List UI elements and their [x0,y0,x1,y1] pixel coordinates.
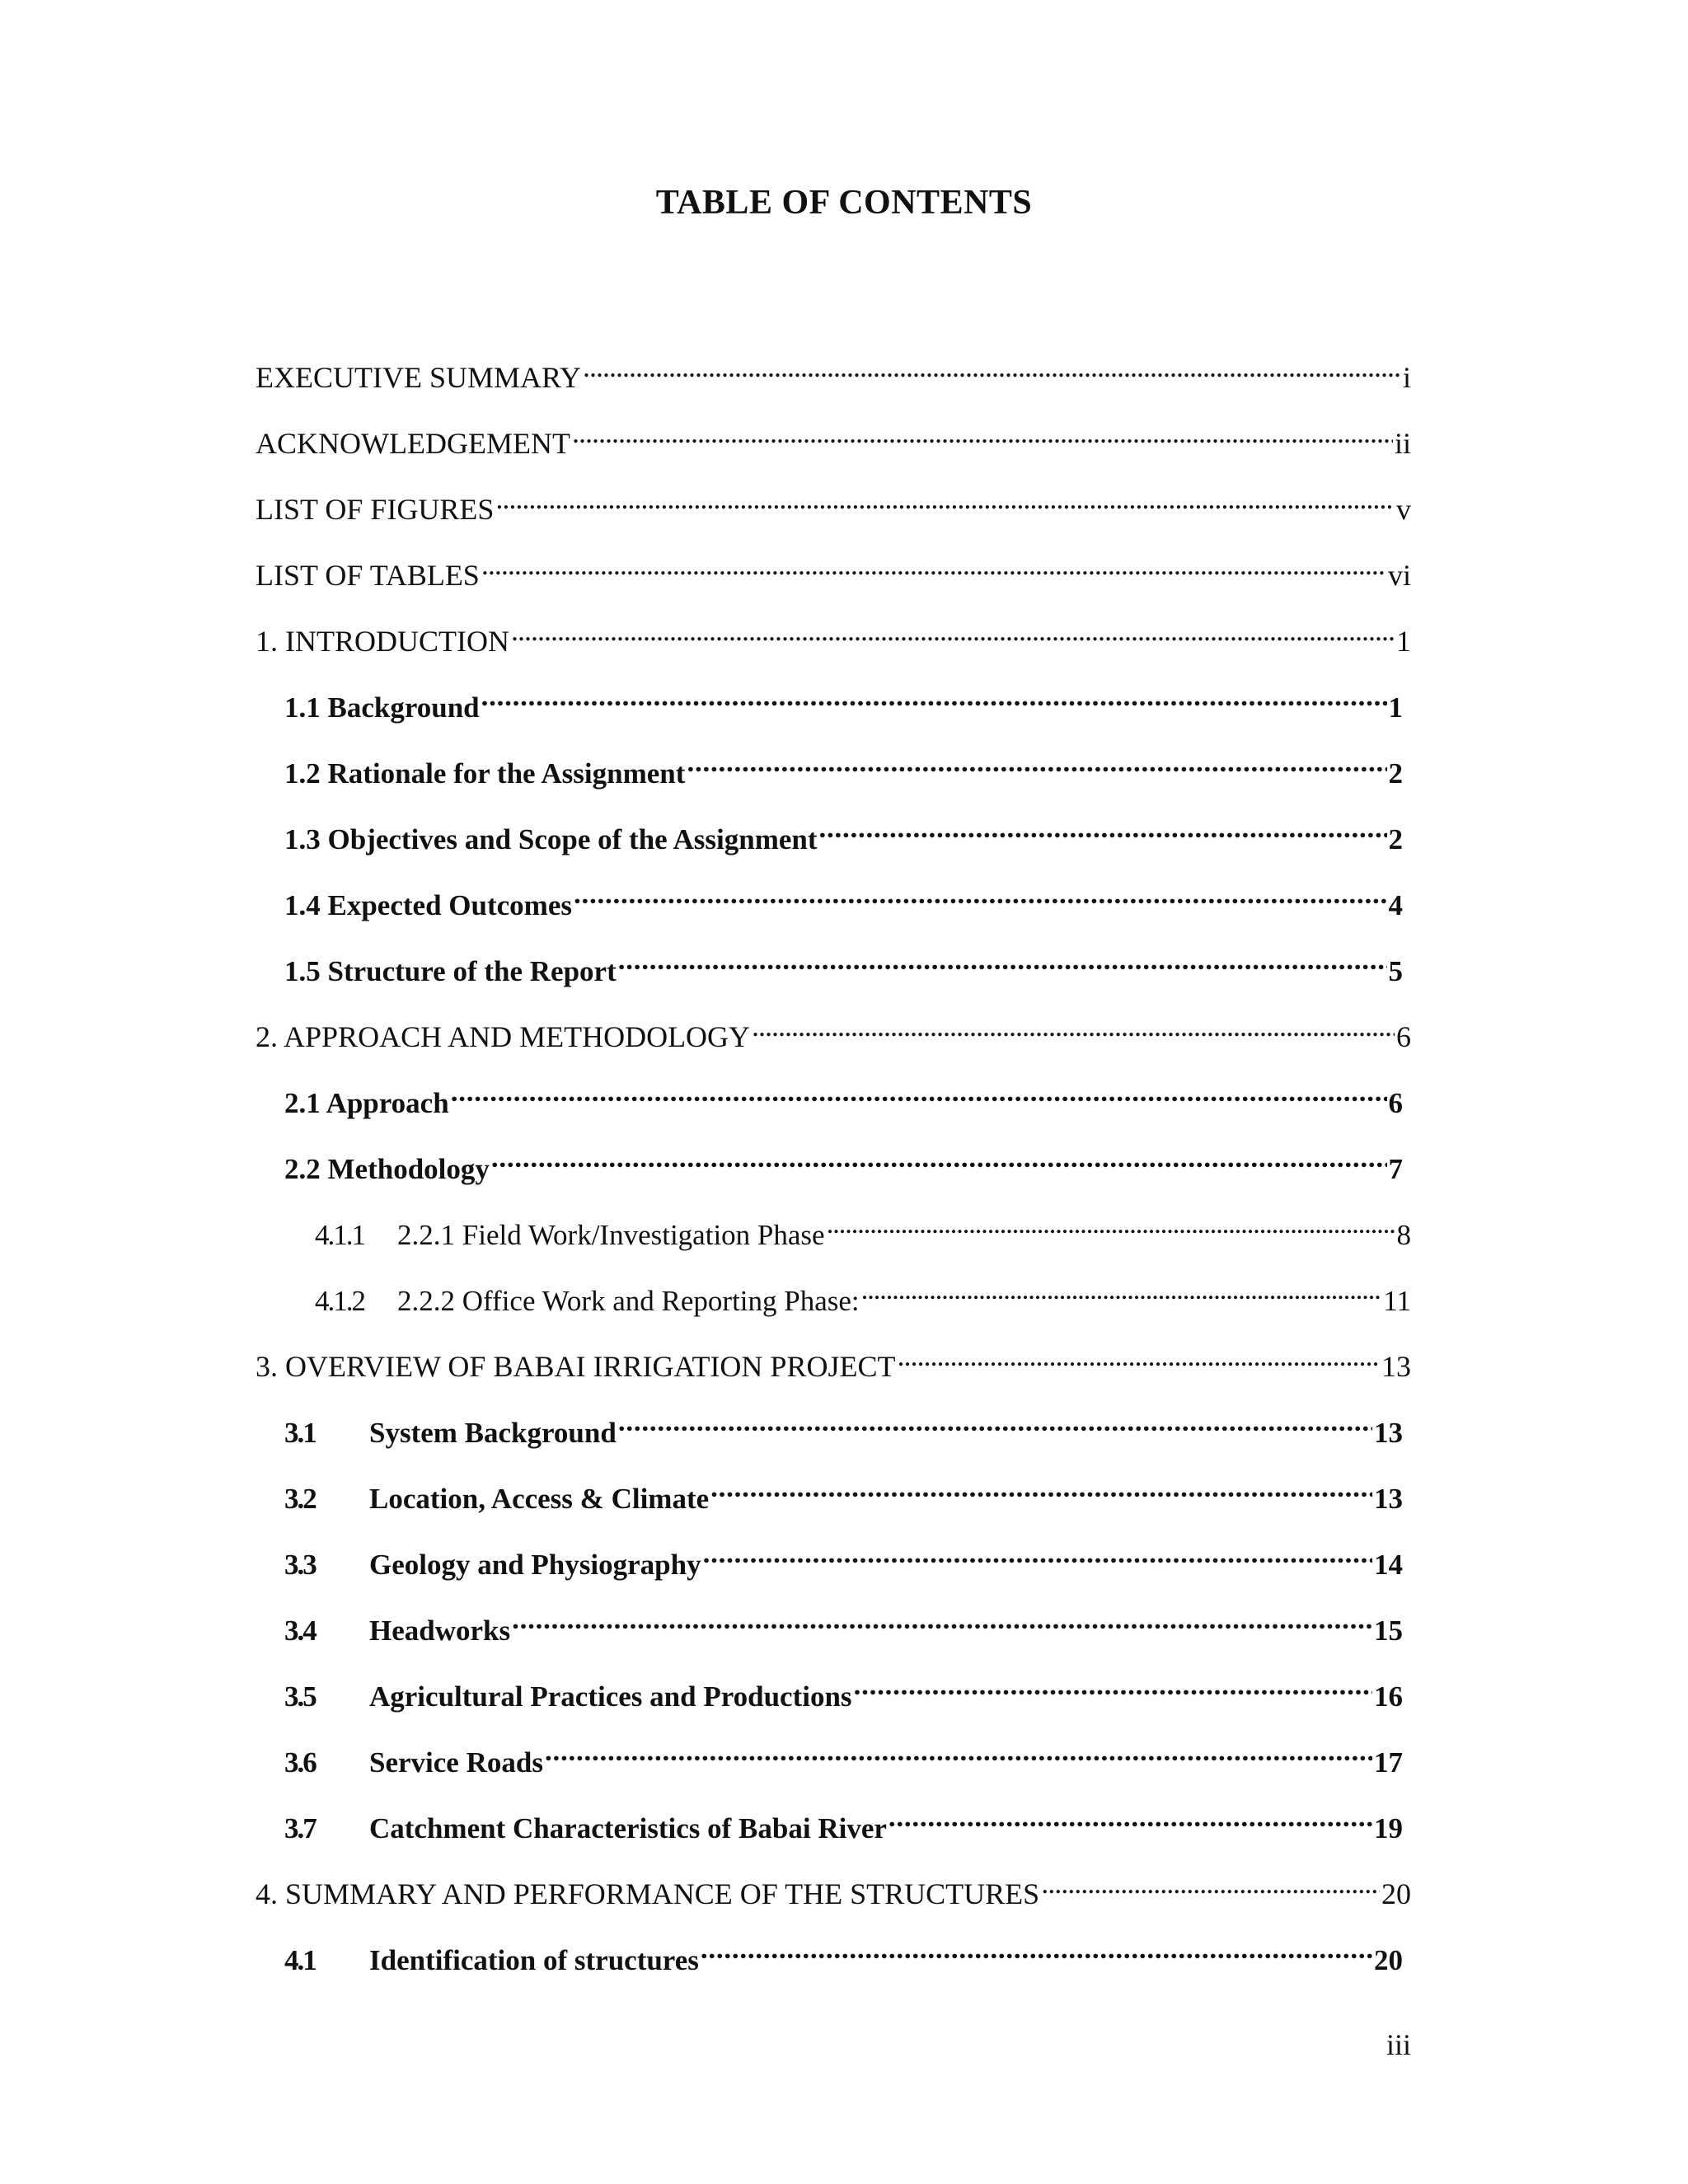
toc-number: 4.1.2 [315,1285,364,1317]
toc-number: 3.5 [284,1680,316,1713]
toc-page-number: 1 [1396,625,1411,658]
toc-number: 4.1 [284,1944,316,1976]
toc-number: 3.7 [284,1812,316,1844]
toc-label: Identification of structures [369,1944,699,1976]
toc-number: 3.1 [284,1417,316,1449]
toc-entry-location-access[interactable] [284,1467,1403,1515]
toc-entry-list-of-figures[interactable] [256,478,1411,526]
toc-entry-acknowledgement[interactable] [256,412,1411,460]
toc-page-number: 20 [1374,1944,1403,1976]
toc-label: 1.2 Rationale for the Assignment [284,757,686,790]
toc-label: 1.3 Objectives and Scope of the Assignment [284,823,818,855]
toc-label: EXECUTIVE SUMMARY [256,361,582,394]
toc-entry-service-roads[interactable] [284,1731,1403,1779]
toc-label: Service Roads [369,1746,543,1779]
toc-label: Catchment Characteristics of Babai River [369,1812,887,1844]
toc-page-number: 13 [1374,1483,1403,1515]
page-title: TABLE OF CONTENTS [655,184,1033,222]
toc-label: LIST OF FIGURES [256,493,495,526]
dot-leader [889,1797,1372,1838]
toc-entry-approach[interactable] [284,1071,1403,1119]
toc-entry-identification-structures[interactable] [284,1929,1403,1976]
toc-entry-headworks[interactable] [284,1599,1403,1647]
dot-leader [451,1071,1387,1113]
toc-page-number: 6 [1388,1087,1403,1119]
dot-leader [1041,1863,1380,1904]
toc-label: 1.1 Background [284,691,480,724]
toc-label: Agricultural Practices and Productions [369,1680,852,1713]
dot-leader [687,742,1386,783]
dot-leader [481,676,1387,717]
toc-label: 4. SUMMARY AND PERFORMANCE OF THE STRUCTURES [256,1877,1040,1910]
toc-entry-agricultural-practices[interactable] [284,1665,1403,1713]
dot-leader [511,610,1395,651]
dot-leader [861,1269,1382,1310]
toc-page-number: 2 [1388,823,1403,855]
toc-page-number: 11 [1383,1285,1411,1317]
toc-label: System Background [369,1417,617,1449]
toc-page-number: 1 [1388,691,1403,724]
toc-page-number: 4 [1388,889,1403,921]
toc-page-number: 20 [1381,1877,1411,1910]
toc-label: 2.2 Methodology [284,1153,490,1185]
toc-label: 2.2.2 Office Work and Reporting Phase: [397,1285,860,1317]
toc-entry-executive-summary[interactable] [256,346,1411,394]
dot-leader [574,874,1387,915]
toc-entry-expected-outcomes[interactable] [284,874,1403,921]
toc-label: 1.5 Structure of the Report [284,955,617,987]
dot-leader [752,1005,1395,1047]
toc-entry-overview-babai[interactable] [256,1335,1411,1383]
toc-page-number: 2 [1388,757,1403,790]
toc-label: 2. APPROACH AND METHODOLOGY [256,1020,751,1053]
toc-page-number: 17 [1374,1746,1403,1779]
dot-leader [583,346,1401,387]
toc-label: 2.1 Approach [284,1087,449,1119]
dot-leader [854,1665,1372,1706]
toc-page-number: 19 [1374,1812,1403,1844]
toc-label: 3. OVERVIEW OF BABAI IRRIGATION PROJECT [256,1350,896,1383]
dot-leader [495,478,1395,519]
toc-page-number: 13 [1381,1350,1411,1383]
toc-page-number: 8 [1396,1219,1411,1251]
toc-label: 1. INTRODUCTION [256,625,509,658]
toc-entry-field-work[interactable] [315,1203,1411,1251]
toc-page-number: 14 [1374,1549,1403,1581]
toc-page-number: 6 [1396,1020,1411,1053]
toc-entry-objectives[interactable] [284,808,1403,855]
toc-page-number: 16 [1374,1680,1403,1713]
dot-leader [827,1203,1395,1244]
toc-entry-rationale[interactable] [284,742,1403,790]
dot-leader [491,1137,1387,1179]
toc-label: LIST OF TABLES [256,559,480,592]
dot-leader [897,1335,1380,1376]
dot-leader [701,1929,1372,1970]
toc-page-number: vi [1387,559,1411,592]
toc-page-number: 13 [1374,1417,1403,1449]
toc-label: 1.4 Expected Outcomes [284,889,572,921]
dot-leader [545,1731,1372,1772]
dot-leader [618,940,1387,981]
toc-page-number: ii [1394,427,1411,460]
toc-page-number: v [1396,493,1411,526]
toc-number: 3.6 [284,1746,316,1779]
dot-leader [819,808,1387,849]
dot-leader [703,1533,1372,1574]
toc-page-number: i [1402,361,1411,394]
dot-leader [618,1401,1372,1442]
toc-entry-introduction[interactable] [256,610,1411,658]
toc-entry-system-background[interactable] [284,1401,1403,1449]
dot-leader [710,1467,1372,1508]
toc-entry-approach-methodology[interactable] [256,1005,1411,1053]
toc-page-number: 7 [1388,1153,1403,1185]
toc-page-number: 15 [1374,1615,1403,1647]
toc-label: Location, Access & Climate [369,1483,710,1515]
toc-number: 3.3 [284,1549,316,1581]
toc-entry-catchment[interactable] [284,1797,1403,1844]
toc-label: Geology and Physiography [369,1549,701,1581]
dot-leader [572,412,1393,453]
dot-leader [512,1599,1372,1640]
toc-entry-background[interactable] [284,676,1403,724]
toc-entry-methodology[interactable] [284,1137,1403,1185]
toc-entry-list-of-tables[interactable] [256,544,1411,592]
toc-entry-structure-of-report[interactable] [284,940,1403,987]
toc-label: Headworks [369,1615,511,1647]
page-number-footer: iii [1386,2028,1411,2061]
dot-leader [481,544,1386,585]
toc-entry-office-work[interactable] [315,1269,1411,1317]
toc-number: 3.2 [284,1483,316,1515]
toc-number: 3.4 [284,1615,316,1647]
toc-label: 2.2.1 Field Work/Investigation Phase [397,1219,825,1251]
toc-page-number: 5 [1388,955,1403,987]
toc-entry-geology[interactable] [284,1533,1403,1581]
toc-label: ACKNOWLEDGEMENT [256,427,570,460]
toc-number: 4.1.1 [315,1219,364,1251]
toc-entry-summary-performance[interactable] [256,1863,1411,1910]
